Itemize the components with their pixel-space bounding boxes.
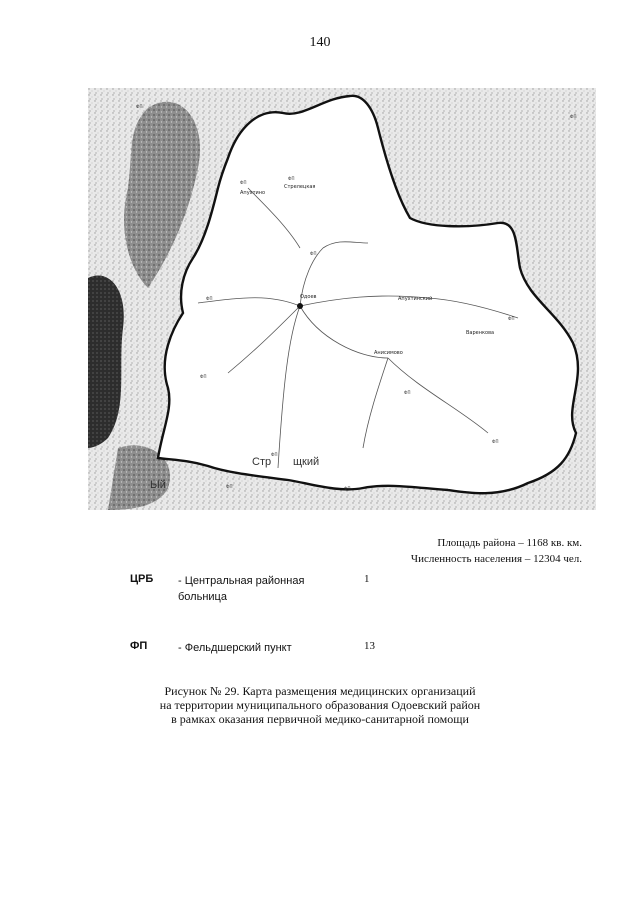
settlement-label: Апухтинский [398, 296, 433, 302]
fp-marker: ФП [404, 390, 411, 395]
district-map [88, 88, 596, 510]
settlement-label: Стрелецкая [284, 184, 316, 190]
legend-abbr: ЦРБ [130, 573, 154, 585]
settlement-label: Анисимово [374, 350, 403, 356]
fp-marker: ФП [206, 296, 213, 301]
fp-marker: ФП [240, 180, 247, 185]
district-center-marker [297, 303, 303, 309]
legend-count: 1 [364, 573, 370, 585]
caption-line: в рамках оказания первичной медико-санитарной помощи [171, 712, 469, 726]
legend-count: 13 [364, 640, 375, 652]
fp-marker: ФП [288, 176, 295, 181]
fp-marker: ФП [492, 439, 499, 444]
page-number: 140 [309, 35, 331, 50]
legend-description: - Фельдшерский пункт [178, 642, 292, 654]
caption-line: Рисунок № 29. Карта размещения медицинских организаций [164, 684, 476, 698]
figure-caption [0, 684, 640, 726]
settlement-label: Ый [150, 479, 166, 491]
fp-marker: ФП [271, 452, 278, 457]
fp-marker: ФП [200, 374, 207, 379]
legend-abbr: ФП [130, 640, 148, 652]
district-stats [411, 535, 582, 567]
caption-line: на территории муниципального образования Одоевский район [159, 698, 481, 712]
legend-description: - Центральная районная больница [178, 575, 305, 603]
fp-marker: ФП [508, 316, 515, 321]
fp-marker: ФП [310, 251, 317, 256]
settlement-label: Варенкова [466, 330, 495, 336]
fp-marker: ФП [570, 114, 577, 119]
fp-marker: ФП [344, 486, 351, 491]
area-text: Площадь района – 1168 кв. км. [437, 537, 582, 549]
settlement-label: Апухтино [240, 190, 266, 196]
fp-marker: ФП [136, 104, 143, 109]
population-text: Численность населения – 12304 чел. [410, 553, 582, 565]
fp-marker: ФП [226, 484, 233, 489]
settlement-label: Стр [252, 456, 272, 468]
district-center-label: Одоев [300, 294, 317, 300]
settlement-label: щкий [293, 456, 320, 468]
